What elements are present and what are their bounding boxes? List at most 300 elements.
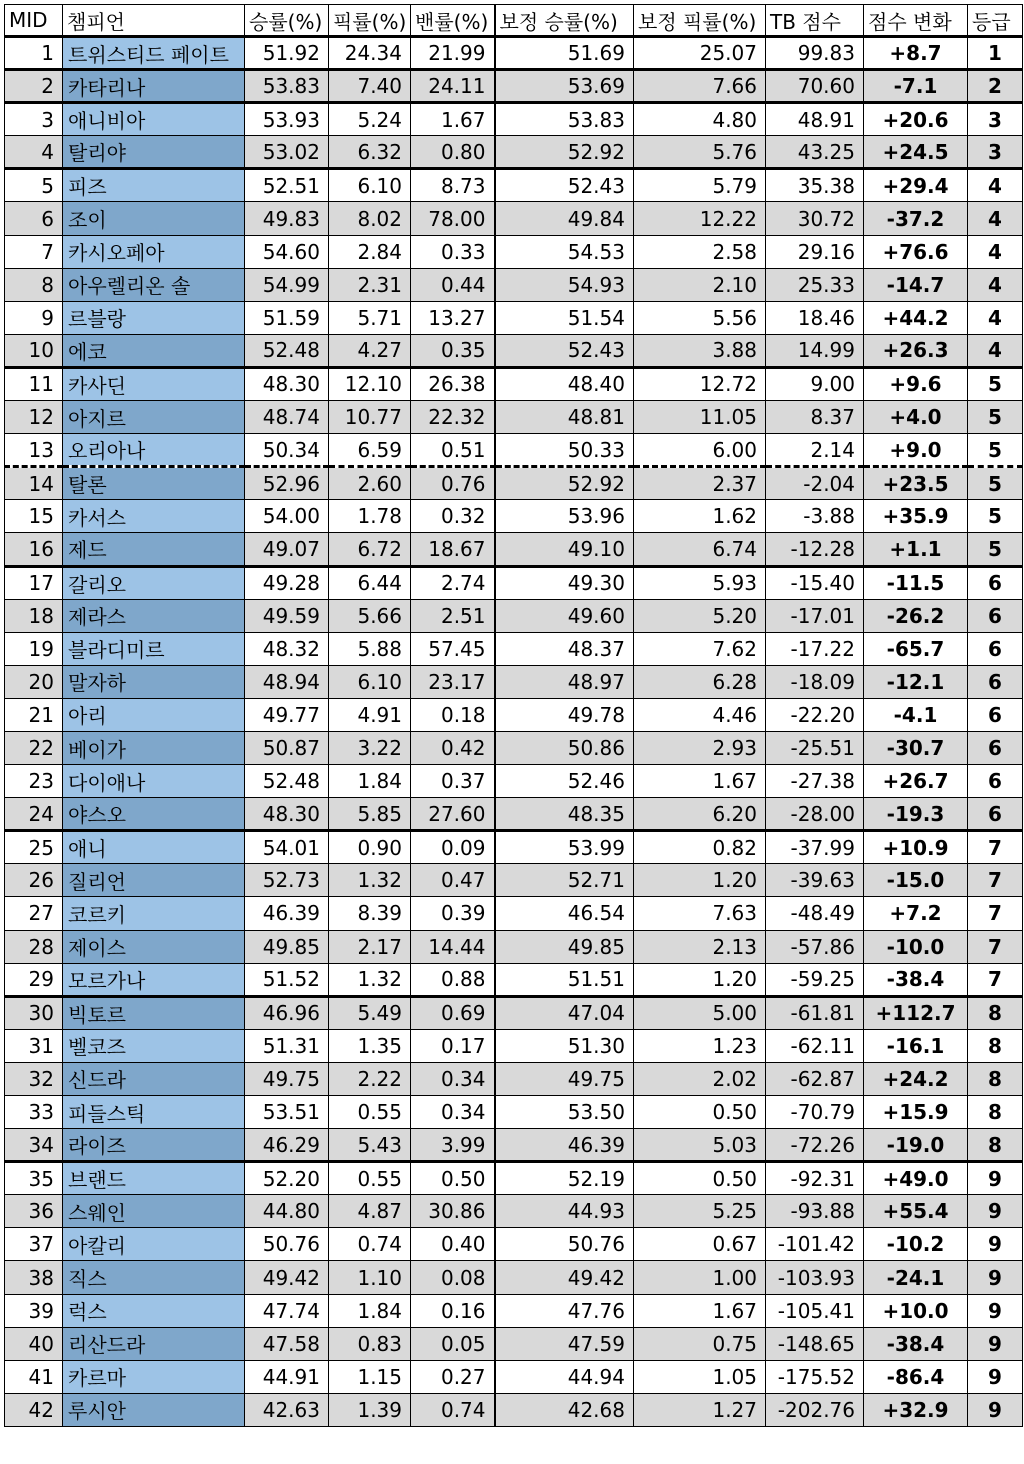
pick-rate-cell: 6.44 (329, 566, 411, 599)
table-row (5, 1360, 1023, 1393)
table-row (5, 1261, 1023, 1294)
grade-cell: 7 (968, 930, 1023, 963)
champion-name-cell: 다이애나 (63, 765, 245, 798)
adjusted-win-rate-cell: 47.59 (495, 1327, 634, 1360)
adjusted-pick-rate-cell: 3.88 (634, 334, 766, 367)
table-body (5, 37, 1023, 1427)
header-adjusted-win-rate: 보정 승률(%) (495, 5, 634, 37)
tb-score-cell: 70.60 (766, 70, 864, 103)
score-change-cell: +49.0 (864, 1162, 968, 1195)
champion-name-cell: 에코 (63, 334, 245, 367)
pick-rate-cell: 4.91 (329, 698, 411, 731)
tb-score-cell: 29.16 (766, 235, 864, 268)
ban-rate-cell: 0.32 (411, 500, 495, 533)
score-change-cell: +24.5 (864, 136, 968, 169)
table-row (5, 831, 1023, 864)
champion-name-cell: 애니비아 (63, 103, 245, 136)
tb-score-cell: 25.33 (766, 268, 864, 301)
win-rate-cell: 46.39 (245, 897, 329, 930)
mid-cell: 37 (5, 1228, 63, 1261)
ban-rate-cell: 0.44 (411, 268, 495, 301)
score-change-cell: +29.4 (864, 169, 968, 202)
score-change-cell: -38.4 (864, 1327, 968, 1360)
champion-name-cell: 탈론 (63, 467, 245, 500)
pick-rate-cell: 3.22 (329, 731, 411, 764)
champion-name-cell: 피즈 (63, 169, 245, 202)
adjusted-win-rate-cell: 52.43 (495, 169, 634, 202)
table-row (5, 665, 1023, 698)
champion-name-cell: 말자하 (63, 665, 245, 698)
adjusted-win-rate-cell: 52.43 (495, 334, 634, 367)
table-row (5, 268, 1023, 301)
score-change-cell: -4.1 (864, 698, 968, 731)
adjusted-win-rate-cell: 50.86 (495, 731, 634, 764)
win-rate-cell: 48.30 (245, 367, 329, 400)
mid-cell: 33 (5, 1096, 63, 1129)
grade-cell: 7 (968, 897, 1023, 930)
adjusted-win-rate-cell: 53.99 (495, 831, 634, 864)
tb-score-cell: -48.49 (766, 897, 864, 930)
tb-score-cell: -59.25 (766, 963, 864, 996)
pick-rate-cell: 24.34 (329, 37, 411, 70)
ban-rate-cell: 0.16 (411, 1294, 495, 1327)
champion-name-cell: 루시안 (63, 1393, 245, 1426)
score-change-cell: +112.7 (864, 996, 968, 1029)
score-change-cell: -11.5 (864, 566, 968, 599)
win-rate-cell: 48.74 (245, 401, 329, 434)
adjusted-pick-rate-cell: 6.00 (634, 434, 766, 467)
table-row (5, 1393, 1023, 1426)
grade-cell: 9 (968, 1162, 1023, 1195)
ban-rate-cell: 1.67 (411, 103, 495, 136)
pick-rate-cell: 12.10 (329, 367, 411, 400)
grade-cell: 3 (968, 136, 1023, 169)
win-rate-cell: 51.92 (245, 37, 329, 70)
mid-cell: 30 (5, 996, 63, 1029)
table-row (5, 698, 1023, 731)
tb-score-cell: -105.41 (766, 1294, 864, 1327)
grade-cell: 5 (968, 467, 1023, 500)
adjusted-pick-rate-cell: 5.03 (634, 1129, 766, 1162)
mid-cell: 22 (5, 731, 63, 764)
ban-rate-cell: 13.27 (411, 301, 495, 334)
table-row (5, 235, 1023, 268)
pick-rate-cell: 0.90 (329, 831, 411, 864)
grade-cell: 9 (968, 1294, 1023, 1327)
mid-cell: 21 (5, 698, 63, 731)
score-change-cell: +26.7 (864, 765, 968, 798)
win-rate-cell: 54.60 (245, 235, 329, 268)
mid-cell: 39 (5, 1294, 63, 1327)
grade-cell: 9 (968, 1228, 1023, 1261)
adjusted-pick-rate-cell: 2.58 (634, 235, 766, 268)
tb-score-cell: -17.01 (766, 599, 864, 632)
table-row (5, 1129, 1023, 1162)
adjusted-pick-rate-cell: 7.66 (634, 70, 766, 103)
adjusted-pick-rate-cell: 1.20 (634, 963, 766, 996)
pick-rate-cell: 7.40 (329, 70, 411, 103)
adjusted-pick-rate-cell: 1.62 (634, 500, 766, 533)
ban-rate-cell: 0.76 (411, 467, 495, 500)
win-rate-cell: 53.02 (245, 136, 329, 169)
header-adjusted-pick-rate: 보정 픽률(%) (634, 5, 766, 37)
ban-rate-cell: 8.73 (411, 169, 495, 202)
grade-cell: 6 (968, 798, 1023, 831)
ban-rate-cell: 0.05 (411, 1327, 495, 1360)
header-pick-rate: 픽률(%) (329, 5, 411, 37)
table-row (5, 1228, 1023, 1261)
adjusted-pick-rate-cell: 1.00 (634, 1261, 766, 1294)
grade-cell: 6 (968, 566, 1023, 599)
pick-rate-cell: 1.32 (329, 864, 411, 897)
mid-cell: 28 (5, 930, 63, 963)
score-change-cell: -10.0 (864, 930, 968, 963)
ban-rate-cell: 0.34 (411, 1096, 495, 1129)
ban-rate-cell: 2.74 (411, 566, 495, 599)
header-champion: 챔피언 (63, 5, 245, 37)
champion-name-cell: 모르가나 (63, 963, 245, 996)
champion-name-cell: 아리 (63, 698, 245, 731)
score-change-cell: -26.2 (864, 599, 968, 632)
ban-rate-cell: 14.44 (411, 930, 495, 963)
adjusted-pick-rate-cell: 5.00 (634, 996, 766, 1029)
adjusted-pick-rate-cell: 5.56 (634, 301, 766, 334)
grade-cell: 9 (968, 1393, 1023, 1426)
adjusted-win-rate-cell: 44.93 (495, 1195, 634, 1228)
adjusted-win-rate-cell: 48.81 (495, 401, 634, 434)
champion-name-cell: 직스 (63, 1261, 245, 1294)
mid-cell: 10 (5, 334, 63, 367)
mid-cell: 17 (5, 566, 63, 599)
grade-cell: 4 (968, 301, 1023, 334)
ban-rate-cell: 27.60 (411, 798, 495, 831)
grade-cell: 8 (968, 1129, 1023, 1162)
tb-score-cell: -62.87 (766, 1062, 864, 1095)
table-row (5, 1294, 1023, 1327)
pick-rate-cell: 0.74 (329, 1228, 411, 1261)
grade-cell: 6 (968, 765, 1023, 798)
champion-name-cell: 럭스 (63, 1294, 245, 1327)
score-change-cell: +35.9 (864, 500, 968, 533)
ban-rate-cell: 0.42 (411, 731, 495, 764)
grade-cell: 7 (968, 963, 1023, 996)
pick-rate-cell: 6.10 (329, 169, 411, 202)
ban-rate-cell: 0.18 (411, 698, 495, 731)
adjusted-pick-rate-cell: 0.67 (634, 1228, 766, 1261)
adjusted-win-rate-cell: 49.30 (495, 566, 634, 599)
win-rate-cell: 49.42 (245, 1261, 329, 1294)
tb-score-cell: -18.09 (766, 665, 864, 698)
adjusted-win-rate-cell: 46.39 (495, 1129, 634, 1162)
tb-score-cell: 14.99 (766, 334, 864, 367)
tb-score-cell: -12.28 (766, 533, 864, 566)
ban-rate-cell: 0.74 (411, 1393, 495, 1426)
pick-rate-cell: 4.87 (329, 1195, 411, 1228)
mid-cell: 6 (5, 202, 63, 235)
pick-rate-cell: 2.31 (329, 268, 411, 301)
pick-rate-cell: 2.60 (329, 467, 411, 500)
tb-score-cell: -39.63 (766, 864, 864, 897)
ban-rate-cell: 78.00 (411, 202, 495, 235)
adjusted-win-rate-cell: 44.94 (495, 1360, 634, 1393)
header-ban-rate: 밴률(%) (411, 5, 495, 37)
mid-cell: 8 (5, 268, 63, 301)
ban-rate-cell: 23.17 (411, 665, 495, 698)
ban-rate-cell: 0.69 (411, 996, 495, 1029)
win-rate-cell: 49.59 (245, 599, 329, 632)
table-row (5, 103, 1023, 136)
tb-score-cell: 43.25 (766, 136, 864, 169)
adjusted-win-rate-cell: 52.92 (495, 136, 634, 169)
adjusted-win-rate-cell: 49.78 (495, 698, 634, 731)
win-rate-cell: 51.59 (245, 301, 329, 334)
tb-score-cell: 9.00 (766, 367, 864, 400)
pick-rate-cell: 5.88 (329, 632, 411, 665)
tb-score-cell: -61.81 (766, 996, 864, 1029)
pick-rate-cell: 5.85 (329, 798, 411, 831)
pick-rate-cell: 6.32 (329, 136, 411, 169)
score-change-cell: +9.6 (864, 367, 968, 400)
score-change-cell: -24.1 (864, 1261, 968, 1294)
ban-rate-cell: 3.99 (411, 1129, 495, 1162)
pick-rate-cell: 1.32 (329, 963, 411, 996)
grade-cell: 5 (968, 500, 1023, 533)
tb-score-cell: -25.51 (766, 731, 864, 764)
adjusted-pick-rate-cell: 0.50 (634, 1096, 766, 1129)
score-change-cell: +24.2 (864, 1062, 968, 1095)
mid-cell: 25 (5, 831, 63, 864)
tb-score-cell: -17.22 (766, 632, 864, 665)
adjusted-pick-rate-cell: 1.20 (634, 864, 766, 897)
pick-rate-cell: 5.24 (329, 103, 411, 136)
header-row (5, 5, 1023, 37)
mid-cell: 41 (5, 1360, 63, 1393)
adjusted-pick-rate-cell: 2.02 (634, 1062, 766, 1095)
adjusted-win-rate-cell: 52.92 (495, 467, 634, 500)
adjusted-win-rate-cell: 48.97 (495, 665, 634, 698)
pick-rate-cell: 8.39 (329, 897, 411, 930)
tb-score-cell: 18.46 (766, 301, 864, 334)
table-row (5, 930, 1023, 963)
mid-cell: 2 (5, 70, 63, 103)
table-row (5, 401, 1023, 434)
ban-rate-cell: 0.47 (411, 864, 495, 897)
tb-score-cell: -57.86 (766, 930, 864, 963)
score-change-cell: +32.9 (864, 1393, 968, 1426)
adjusted-pick-rate-cell: 7.62 (634, 632, 766, 665)
score-change-cell: -38.4 (864, 963, 968, 996)
adjusted-pick-rate-cell: 5.20 (634, 599, 766, 632)
tb-score-cell: -103.93 (766, 1261, 864, 1294)
mid-cell: 1 (5, 37, 63, 70)
table-row (5, 864, 1023, 897)
header-grade: 등급 (968, 5, 1023, 37)
adjusted-win-rate-cell: 51.30 (495, 1029, 634, 1062)
mid-cell: 38 (5, 1261, 63, 1294)
score-change-cell: -15.0 (864, 864, 968, 897)
champion-name-cell: 스웨인 (63, 1195, 245, 1228)
ban-rate-cell: 0.33 (411, 235, 495, 268)
tb-score-cell: -37.99 (766, 831, 864, 864)
grade-cell: 3 (968, 103, 1023, 136)
score-change-cell: +9.0 (864, 434, 968, 467)
adjusted-pick-rate-cell: 1.23 (634, 1029, 766, 1062)
win-rate-cell: 47.74 (245, 1294, 329, 1327)
win-rate-cell: 46.29 (245, 1129, 329, 1162)
champion-name-cell: 탈리야 (63, 136, 245, 169)
win-rate-cell: 51.52 (245, 963, 329, 996)
tb-score-cell: -28.00 (766, 798, 864, 831)
adjusted-pick-rate-cell: 5.76 (634, 136, 766, 169)
grade-cell: 7 (968, 864, 1023, 897)
header-score-change: 점수 변화 (864, 5, 968, 37)
table-row (5, 731, 1023, 764)
tb-score-cell: -70.79 (766, 1096, 864, 1129)
table-row (5, 599, 1023, 632)
table-row (5, 533, 1023, 566)
score-change-cell: +10.0 (864, 1294, 968, 1327)
score-change-cell: -16.1 (864, 1029, 968, 1062)
pick-rate-cell: 1.84 (329, 765, 411, 798)
pick-rate-cell: 5.49 (329, 996, 411, 1029)
pick-rate-cell: 1.35 (329, 1029, 411, 1062)
champion-name-cell: 카서스 (63, 500, 245, 533)
grade-cell: 9 (968, 1360, 1023, 1393)
tb-score-cell: -202.76 (766, 1393, 864, 1426)
adjusted-win-rate-cell: 49.84 (495, 202, 634, 235)
score-change-cell: -86.4 (864, 1360, 968, 1393)
champion-name-cell: 제드 (63, 533, 245, 566)
win-rate-cell: 53.93 (245, 103, 329, 136)
table-row (5, 566, 1023, 599)
pick-rate-cell: 1.84 (329, 1294, 411, 1327)
grade-cell: 6 (968, 698, 1023, 731)
adjusted-pick-rate-cell: 7.63 (634, 897, 766, 930)
mid-cell: 26 (5, 864, 63, 897)
tb-score-cell: 30.72 (766, 202, 864, 235)
score-change-cell: -30.7 (864, 731, 968, 764)
ban-rate-cell: 0.80 (411, 136, 495, 169)
adjusted-pick-rate-cell: 0.75 (634, 1327, 766, 1360)
adjusted-pick-rate-cell: 25.07 (634, 37, 766, 70)
adjusted-pick-rate-cell: 5.93 (634, 566, 766, 599)
score-change-cell: +20.6 (864, 103, 968, 136)
adjusted-win-rate-cell: 50.33 (495, 434, 634, 467)
adjusted-win-rate-cell: 48.37 (495, 632, 634, 665)
champion-name-cell: 피들스틱 (63, 1096, 245, 1129)
grade-cell: 4 (968, 268, 1023, 301)
champion-name-cell: 카시오페아 (63, 235, 245, 268)
table-row (5, 37, 1023, 70)
tb-score-cell: 2.14 (766, 434, 864, 467)
win-rate-cell: 47.58 (245, 1327, 329, 1360)
adjusted-pick-rate-cell: 6.20 (634, 798, 766, 831)
adjusted-pick-rate-cell: 5.25 (634, 1195, 766, 1228)
ban-rate-cell: 22.32 (411, 401, 495, 434)
champion-name-cell: 아칼리 (63, 1228, 245, 1261)
mid-cell: 18 (5, 599, 63, 632)
grade-cell: 9 (968, 1327, 1023, 1360)
table-row (5, 434, 1023, 467)
champion-name-cell: 오리아나 (63, 434, 245, 467)
grade-cell: 2 (968, 70, 1023, 103)
grade-cell: 6 (968, 632, 1023, 665)
ban-rate-cell: 0.51 (411, 434, 495, 467)
ban-rate-cell: 0.27 (411, 1360, 495, 1393)
adjusted-win-rate-cell: 42.68 (495, 1393, 634, 1426)
adjusted-win-rate-cell: 49.10 (495, 533, 634, 566)
score-change-cell: -10.2 (864, 1228, 968, 1261)
pick-rate-cell: 0.83 (329, 1327, 411, 1360)
champion-name-cell: 리산드라 (63, 1327, 245, 1360)
pick-rate-cell: 6.59 (329, 434, 411, 467)
adjusted-pick-rate-cell: 0.50 (634, 1162, 766, 1195)
tb-score-cell: -148.65 (766, 1327, 864, 1360)
champion-tier-table (4, 4, 1023, 1427)
adjusted-pick-rate-cell: 0.82 (634, 831, 766, 864)
win-rate-cell: 51.31 (245, 1029, 329, 1062)
ban-rate-cell: 0.39 (411, 897, 495, 930)
mid-cell: 40 (5, 1327, 63, 1360)
champion-name-cell: 야스오 (63, 798, 245, 831)
win-rate-cell: 54.99 (245, 268, 329, 301)
adjusted-win-rate-cell: 53.83 (495, 103, 634, 136)
adjusted-pick-rate-cell: 6.74 (634, 533, 766, 566)
table-row (5, 765, 1023, 798)
score-change-cell: +23.5 (864, 467, 968, 500)
table-row (5, 169, 1023, 202)
tb-score-cell: 8.37 (766, 401, 864, 434)
adjusted-win-rate-cell: 51.51 (495, 963, 634, 996)
champion-name-cell: 카타리나 (63, 70, 245, 103)
adjusted-win-rate-cell: 46.54 (495, 897, 634, 930)
champion-name-cell: 블라디미르 (63, 632, 245, 665)
header-win-rate: 승률(%) (245, 5, 329, 37)
score-change-cell: -19.3 (864, 798, 968, 831)
score-change-cell: +26.3 (864, 334, 968, 367)
tb-score-cell: -101.42 (766, 1228, 864, 1261)
champion-name-cell: 갈리오 (63, 566, 245, 599)
table-row (5, 1195, 1023, 1228)
adjusted-win-rate-cell: 54.53 (495, 235, 634, 268)
score-change-cell: -7.1 (864, 70, 968, 103)
table-row (5, 334, 1023, 367)
grade-cell: 4 (968, 202, 1023, 235)
table-row (5, 70, 1023, 103)
grade-cell: 9 (968, 1261, 1023, 1294)
champion-name-cell: 빅토르 (63, 996, 245, 1029)
pick-rate-cell: 0.55 (329, 1096, 411, 1129)
adjusted-pick-rate-cell: 1.67 (634, 1294, 766, 1327)
adjusted-pick-rate-cell: 2.93 (634, 731, 766, 764)
adjusted-win-rate-cell: 48.40 (495, 367, 634, 400)
adjusted-pick-rate-cell: 2.37 (634, 467, 766, 500)
pick-rate-cell: 6.72 (329, 533, 411, 566)
win-rate-cell: 48.94 (245, 665, 329, 698)
table-row (5, 1327, 1023, 1360)
ban-rate-cell: 57.45 (411, 632, 495, 665)
mid-cell: 9 (5, 301, 63, 334)
mid-cell: 24 (5, 798, 63, 831)
table-row (5, 798, 1023, 831)
grade-cell: 6 (968, 731, 1023, 764)
win-rate-cell: 49.75 (245, 1062, 329, 1095)
champion-name-cell: 아지르 (63, 401, 245, 434)
pick-rate-cell: 10.77 (329, 401, 411, 434)
header-tb-score: TB 점수 (766, 5, 864, 37)
mid-cell: 15 (5, 500, 63, 533)
grade-cell: 1 (968, 37, 1023, 70)
